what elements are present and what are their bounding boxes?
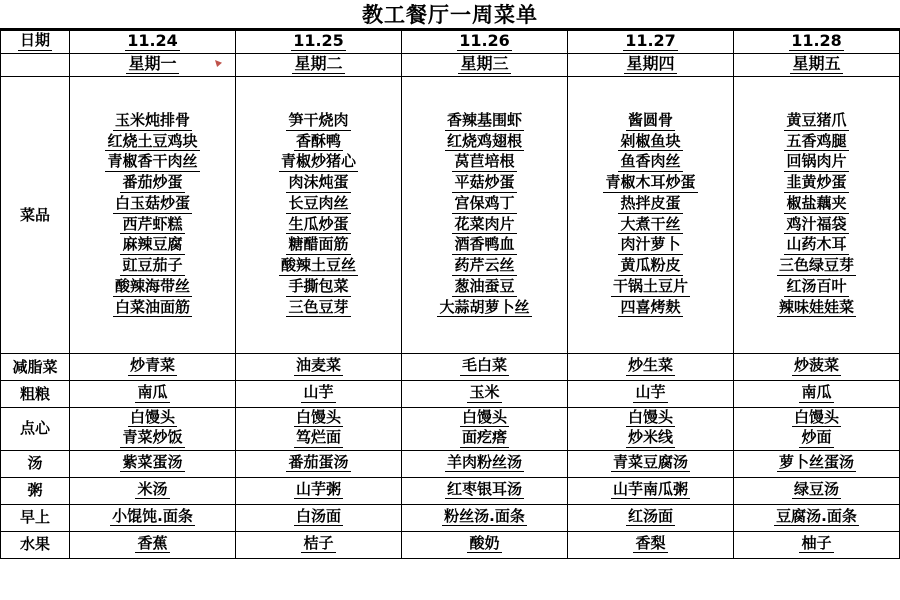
- dish-list: [734, 111, 899, 319]
- dish-item: 白菜油面筋: [114, 297, 190, 316]
- dish-item: 肉沫炖蛋: [288, 173, 349, 191]
- dish-list: [402, 111, 567, 319]
- row-header-3: [1, 408, 70, 451]
- dish-list: [70, 357, 235, 378]
- dish-item: 酱圆骨: [627, 110, 673, 129]
- dish-list: [734, 480, 899, 501]
- dish-list: [70, 507, 235, 528]
- date-cell-0: 11.24: [70, 31, 236, 54]
- row-header-2: [1, 381, 70, 408]
- weekday-cell-0: 星期一: [70, 54, 236, 77]
- table-row: [1, 504, 900, 531]
- dish-list: [734, 384, 899, 405]
- dish-item: 南瓜: [801, 383, 832, 402]
- dish-item: 柚子: [801, 533, 832, 552]
- dish-item: 炒生菜: [627, 356, 673, 375]
- table-row: [1, 381, 900, 408]
- dish-item: 面疙瘩: [461, 428, 507, 447]
- dish-item: 黄豆猪爪: [786, 110, 847, 129]
- dish-list: [402, 384, 567, 405]
- dish-list: [236, 480, 401, 501]
- menu-cell-r4-c1: [236, 450, 402, 477]
- dish-item: 鱼香肉丝: [620, 152, 681, 171]
- dish-item: 粉丝汤.面条: [444, 506, 525, 525]
- dish-list: [734, 357, 899, 378]
- dish-item: 番茄炒蛋: [122, 173, 183, 191]
- dish-item: 红汤面: [627, 506, 673, 525]
- dish-list: [70, 111, 235, 319]
- menu-cell-r6-c0: [70, 504, 236, 531]
- dish-item: 山芋南瓜粥: [612, 479, 688, 498]
- dish-list: [402, 408, 567, 450]
- dish-list: [236, 408, 401, 450]
- table-row: [1, 477, 900, 504]
- dish-item: 玉米: [469, 383, 500, 402]
- dish-list: [70, 384, 235, 405]
- dish-list: [568, 480, 733, 501]
- table-row: [1, 408, 900, 451]
- table-row-weekdays: [1, 54, 900, 77]
- dish-item: 红汤百叶: [786, 276, 847, 295]
- dish-item: 番茄蛋汤: [288, 452, 349, 471]
- dish-list: [734, 453, 899, 474]
- menu-cell-r1-c1: [236, 354, 402, 381]
- row-header-label: 粥: [27, 481, 43, 499]
- dish-item: 萝卜丝蛋汤: [778, 452, 854, 471]
- dish-item: 炒面: [801, 428, 832, 447]
- dish-list: [236, 453, 401, 474]
- row-header-weekday-blank: [1, 54, 70, 77]
- row-header-4: [1, 450, 70, 477]
- dish-item: 笋干烧肉: [288, 110, 349, 129]
- dish-item: 黄瓜粉皮: [620, 256, 681, 274]
- dish-list: [70, 453, 235, 474]
- dish-item: 酒香鸭血: [454, 235, 515, 254]
- dish-list: [236, 534, 401, 555]
- menu-cell-r7-c3: [568, 531, 734, 558]
- dish-list: [568, 453, 733, 474]
- row-header-date: 日期: [1, 31, 70, 54]
- dish-list: [402, 453, 567, 474]
- weekday-cell-3: 星期四: [568, 54, 734, 77]
- menu-cell-r2-c4: [734, 381, 900, 408]
- menu-cell-r0-c0: [70, 77, 236, 354]
- date-cell-2: 11.26: [402, 31, 568, 54]
- menu-cell-r2-c0: [70, 381, 236, 408]
- dish-item: 药芹云丝: [454, 256, 515, 274]
- menu-cell-r1-c0: [70, 354, 236, 381]
- menu-cell-r7-c4: [734, 531, 900, 558]
- table-row: [1, 77, 900, 354]
- dish-item: 小馄饨.面条: [112, 506, 193, 525]
- dish-item: 香酥鸭: [295, 131, 341, 150]
- dish-item: 平菇炒蛋: [454, 173, 515, 191]
- dish-item: 酸辣海带丝: [114, 276, 190, 295]
- dish-item: 青椒炒猪心: [280, 152, 356, 171]
- dish-list: [402, 507, 567, 528]
- dish-item: 羊肉粉丝汤: [446, 452, 522, 471]
- dish-list: [70, 534, 235, 555]
- dish-item: 大煮干丝: [620, 214, 681, 233]
- menu-cell-r0-c4: [734, 77, 900, 354]
- dish-list: [70, 480, 235, 501]
- dish-item: 米汤: [137, 479, 168, 498]
- dish-item: 葱油蚕豆: [454, 276, 515, 295]
- dish-list: [402, 480, 567, 501]
- dish-item: 长豆肉丝: [288, 193, 349, 212]
- dish-list: [236, 384, 401, 405]
- dish-item: 韭黄炒蛋: [786, 173, 847, 191]
- dish-item: 豆腐汤.面条: [776, 506, 857, 525]
- row-header-label: 汤: [27, 454, 43, 472]
- dish-item: 炒米线: [627, 428, 673, 447]
- dish-item: 三色绿豆芽: [778, 256, 854, 274]
- dish-item: 山芋: [303, 383, 334, 402]
- menu-cell-r1-c3: [568, 354, 734, 381]
- dish-item: 南瓜: [137, 383, 168, 402]
- row-header-1: [1, 354, 70, 381]
- dish-item: 热拌皮蛋: [620, 193, 681, 212]
- menu-cell-r2-c2: [402, 381, 568, 408]
- row-header-label: 减脂菜: [12, 357, 58, 376]
- dish-item: 红烧土豆鸡块: [107, 131, 198, 150]
- dish-item: 山芋粥: [295, 479, 341, 498]
- dish-item: 香辣基围虾: [446, 110, 522, 129]
- dish-item: 白馒头: [793, 407, 839, 426]
- dish-list: [568, 507, 733, 528]
- dish-item: 青椒木耳炒蛋: [605, 173, 696, 191]
- menu-cell-r7-c1: [236, 531, 402, 558]
- dish-item: 莴苣培根: [454, 152, 515, 171]
- dish-item: 手撕包菜: [288, 276, 349, 295]
- row-header-label: 菜品: [19, 205, 50, 224]
- dish-item: 白馒头: [129, 407, 175, 426]
- dish-list: [568, 111, 733, 319]
- dish-item: 剁椒鱼块: [620, 131, 681, 150]
- page-title: 教工餐厅一周菜单: [0, 0, 900, 30]
- dish-list: [734, 534, 899, 555]
- dish-item: 紫菜蛋汤: [122, 452, 183, 471]
- dish-list: [568, 534, 733, 555]
- date-cell-4: 11.28: [734, 31, 900, 54]
- dish-item: 生瓜炒蛋: [288, 214, 349, 233]
- menu-cell-r5-c1: [236, 477, 402, 504]
- row-header-label: 点心: [19, 419, 50, 438]
- menu-cell-r3-c2: [402, 408, 568, 451]
- menu-cell-r5-c4: [734, 477, 900, 504]
- dish-item: 椒盐藕夹: [786, 193, 847, 212]
- dish-item: 青椒香干肉丝: [107, 152, 198, 171]
- dish-list: [568, 408, 733, 450]
- dish-item: 四喜烤麸: [620, 297, 681, 316]
- menu-cell-r6-c2: [402, 504, 568, 531]
- dish-item: 油麦菜: [295, 356, 341, 375]
- dish-list: [402, 534, 567, 555]
- dish-item: 宫保鸡丁: [454, 193, 515, 212]
- menu-cell-r7-c0: [70, 531, 236, 558]
- date-cell-1: 11.25: [236, 31, 402, 54]
- dish-item: 山芋: [635, 383, 666, 402]
- dish-item: 白汤面: [295, 506, 341, 525]
- menu-cell-r4-c3: [568, 450, 734, 477]
- table-row-dates: [1, 31, 900, 54]
- dish-item: 山药木耳: [786, 235, 847, 254]
- dish-list: [734, 408, 899, 450]
- dish-list: [70, 408, 235, 450]
- dish-list: [734, 507, 899, 528]
- dish-item: 大蒜胡萝卜丝: [439, 297, 530, 316]
- weekly-menu-table: [0, 30, 900, 559]
- menu-cell-r4-c4: [734, 450, 900, 477]
- dish-item: 麻辣豆腐: [122, 235, 183, 254]
- table-row: [1, 531, 900, 558]
- dish-item: 绿豆汤: [793, 479, 839, 498]
- row-header-5: [1, 477, 70, 504]
- dish-item: 毛白菜: [461, 356, 507, 375]
- dish-list: [568, 357, 733, 378]
- row-header-6: [1, 504, 70, 531]
- menu-cell-r7-c2: [402, 531, 568, 558]
- menu-cell-r5-c2: [402, 477, 568, 504]
- menu-cell-r3-c3: [568, 408, 734, 451]
- dish-item: 花菜肉片: [454, 214, 515, 233]
- menu-cell-r3-c0: [70, 408, 236, 451]
- dish-list: [402, 357, 567, 378]
- dish-item: 青菜炒饭: [122, 428, 183, 447]
- menu-cell-r2-c1: [236, 381, 402, 408]
- dish-item: 玉米炖排骨: [114, 110, 190, 129]
- table-row: [1, 354, 900, 381]
- menu-cell-r0-c3: [568, 77, 734, 354]
- dish-item: 回锅肉片: [786, 152, 847, 171]
- menu-cell-r6-c3: [568, 504, 734, 531]
- menu-cell-r6-c4: [734, 504, 900, 531]
- dish-item: 干锅土豆片: [612, 276, 688, 295]
- dish-item: 炒青菜: [129, 356, 175, 375]
- weekday-cell-4: 星期五: [734, 54, 900, 77]
- weekday-cell-2: 星期三: [402, 54, 568, 77]
- menu-cell-r4-c2: [402, 450, 568, 477]
- dish-item: 香梨: [635, 533, 666, 552]
- dish-item: 辣味娃娃菜: [778, 297, 854, 316]
- dish-item: 豇豆茄子: [122, 256, 183, 274]
- dish-item: 桔子: [303, 533, 334, 552]
- menu-cell-r6-c1: [236, 504, 402, 531]
- weekday-cell-1: 星期二: [236, 54, 402, 77]
- dish-list: [236, 357, 401, 378]
- menu-cell-r4-c0: [70, 450, 236, 477]
- menu-cell-r1-c2: [402, 354, 568, 381]
- dish-item: 白玉菇炒蛋: [114, 193, 190, 212]
- dish-item: 三色豆芽: [288, 297, 349, 316]
- dish-item: 白馒头: [295, 407, 341, 426]
- menu-cell-r0-c2: [402, 77, 568, 354]
- row-header-label: 早上: [19, 508, 50, 526]
- dish-item: 酸奶: [469, 533, 500, 552]
- dish-item: 香蕉: [137, 533, 168, 552]
- dish-item: 五香鸡腿: [786, 131, 847, 150]
- dish-item: 笃烂面: [295, 428, 341, 447]
- dish-item: 西芹虾糕: [122, 214, 183, 233]
- dish-item: 白馒头: [627, 407, 673, 426]
- dish-list: [236, 507, 401, 528]
- row-header-7: [1, 531, 70, 558]
- dish-item: 酸辣土豆丝: [280, 256, 356, 274]
- menu-body: [1, 77, 900, 559]
- row-header-0: [1, 77, 70, 354]
- menu-cell-r1-c4: [734, 354, 900, 381]
- menu-cell-r2-c3: [568, 381, 734, 408]
- menu-cell-r5-c3: [568, 477, 734, 504]
- dish-list: [236, 111, 401, 319]
- table-row: [1, 450, 900, 477]
- dish-item: 白馒头: [461, 407, 507, 426]
- dish-item: 红枣银耳汤: [446, 479, 522, 498]
- row-header-label: 粗粮: [19, 384, 50, 403]
- date-cell-3: 11.27: [568, 31, 734, 54]
- dish-item: 肉汁萝卜: [620, 235, 681, 254]
- row-header-label: 水果: [19, 535, 50, 553]
- dish-item: 鸡汁福袋: [786, 214, 847, 233]
- dish-list: [568, 384, 733, 405]
- menu-cell-r3-c4: [734, 408, 900, 451]
- menu-cell-r0-c1: [236, 77, 402, 354]
- dish-item: 炒菠菜: [793, 356, 839, 375]
- dish-item: 红烧鸡翅根: [446, 131, 522, 150]
- dish-item: 青菜豆腐汤: [612, 452, 688, 471]
- menu-cell-r5-c0: [70, 477, 236, 504]
- dish-item: 糖醋面筋: [288, 235, 349, 254]
- menu-cell-r3-c1: [236, 408, 402, 451]
